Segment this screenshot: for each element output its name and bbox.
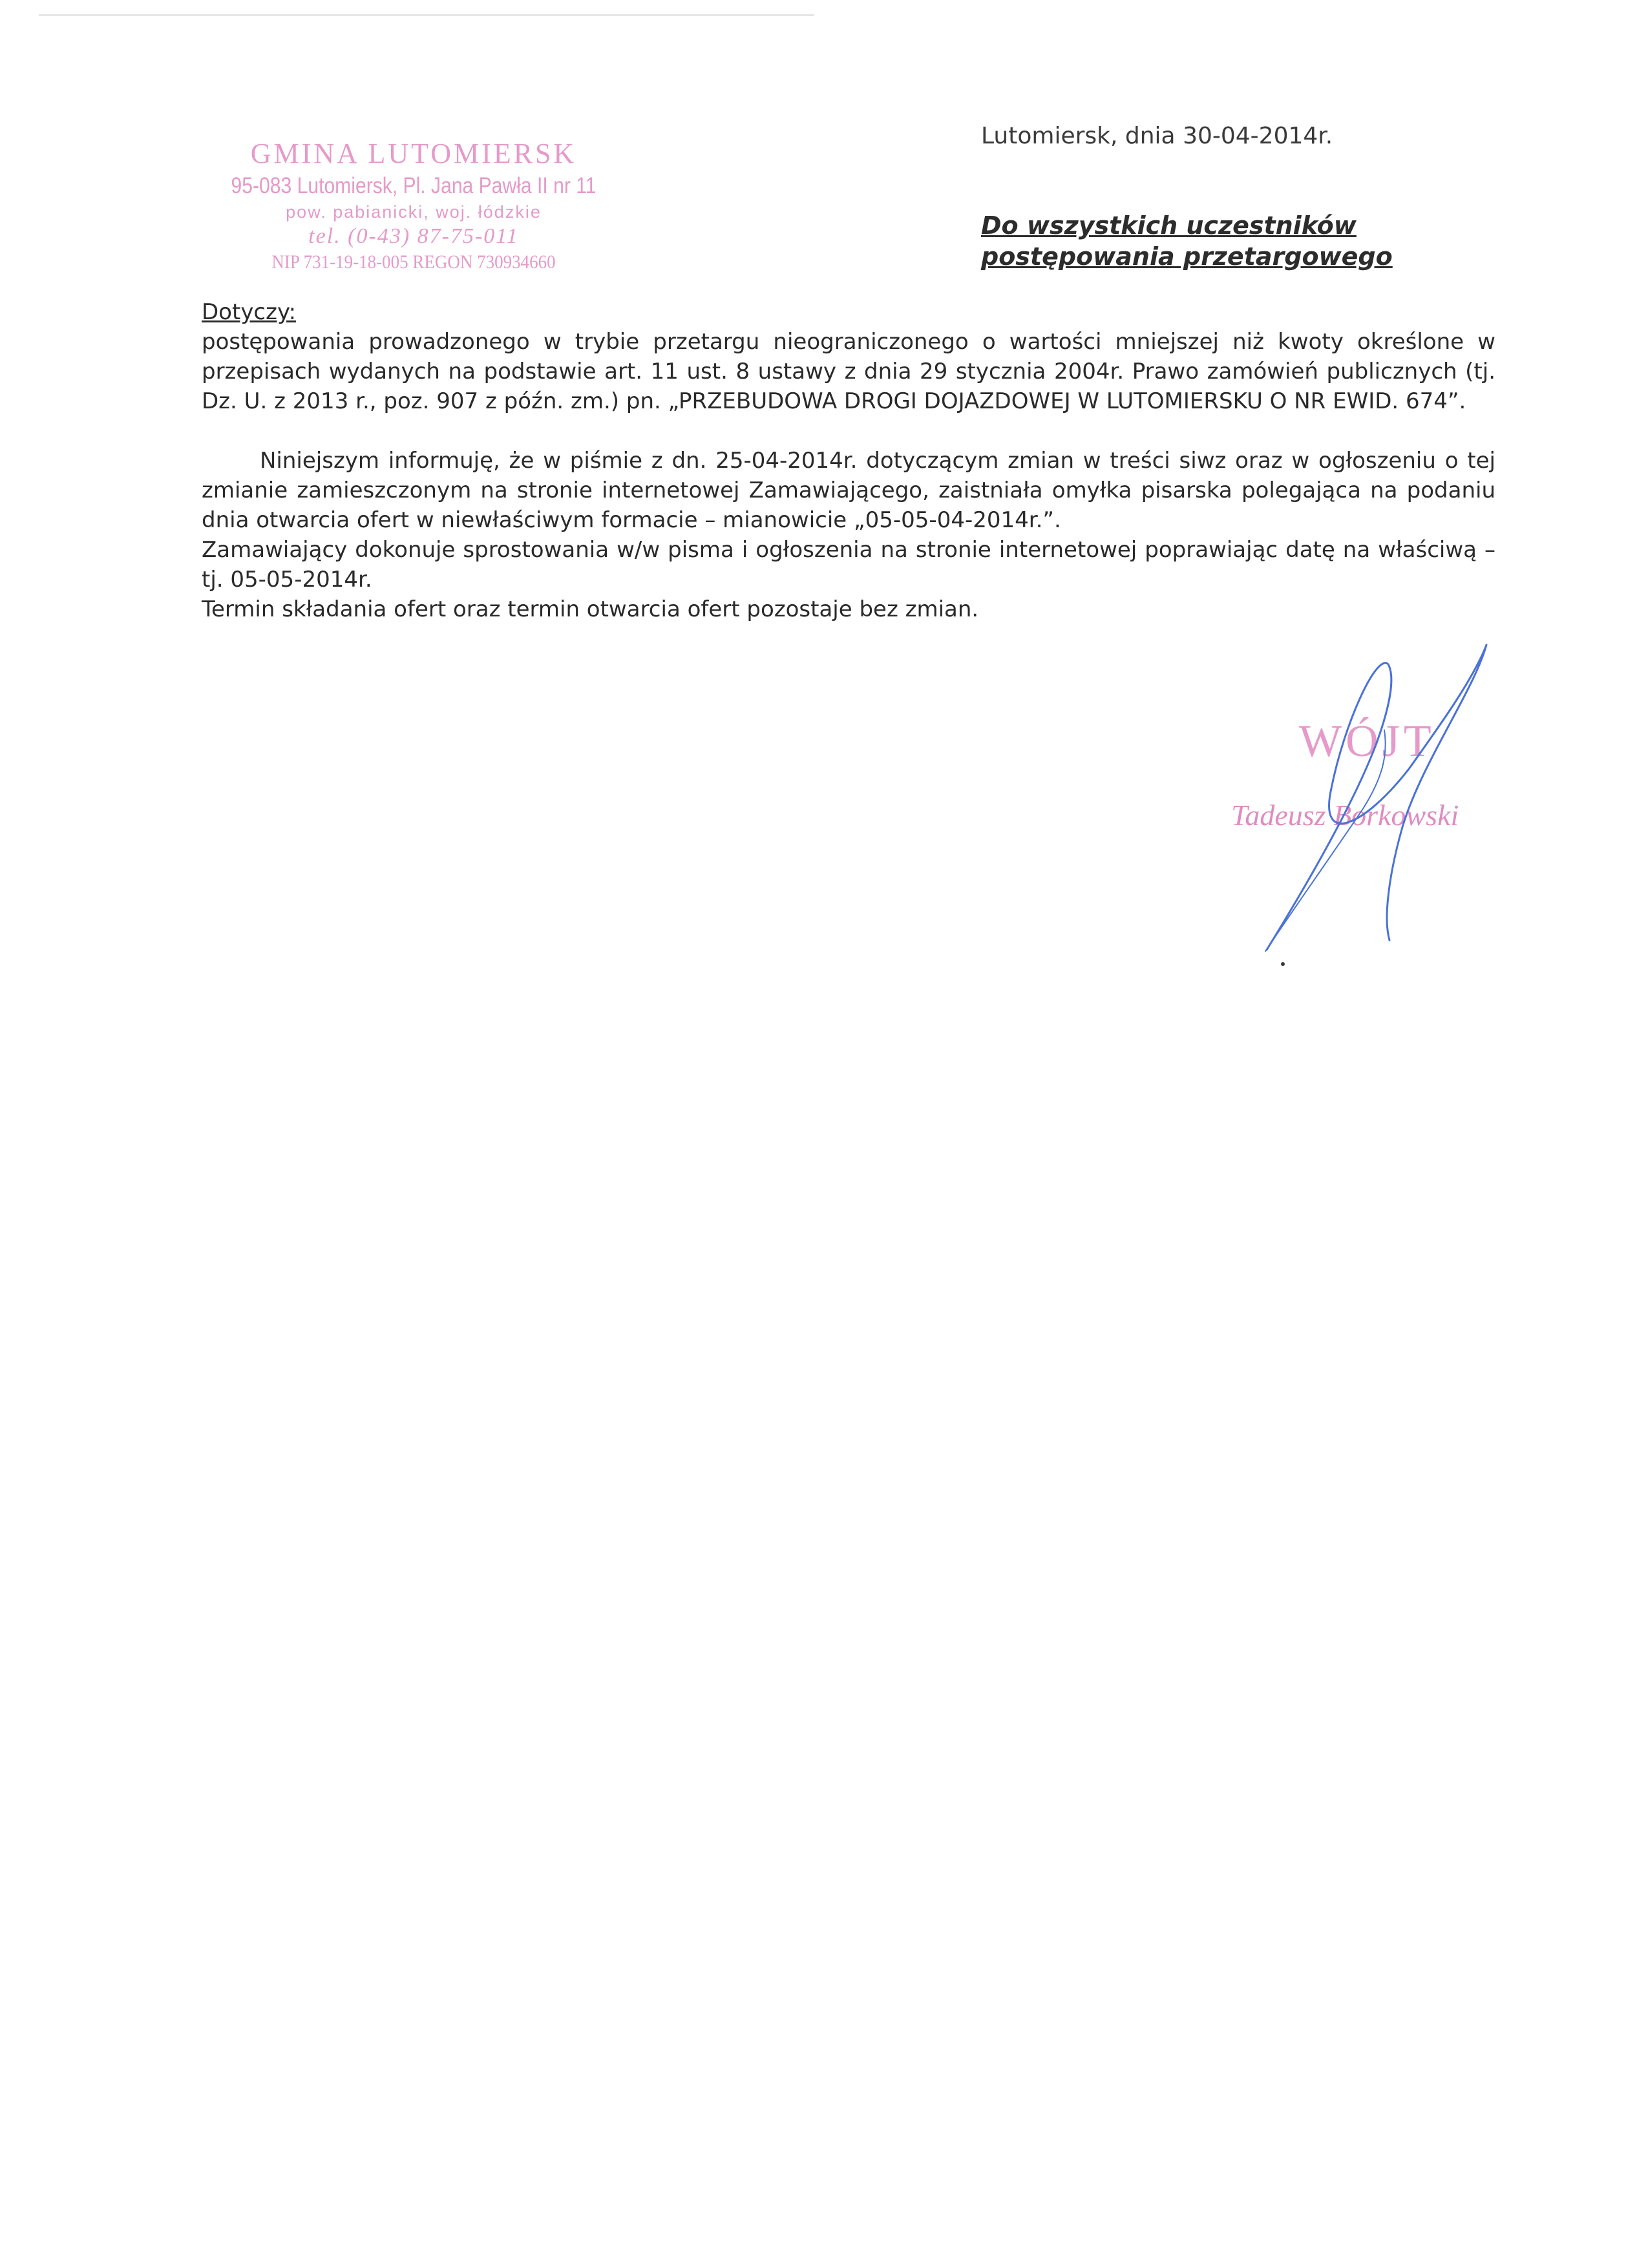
addressee-line-2: postępowania przetargowego [981,242,1393,271]
paragraph-gap [202,416,1495,446]
addressee [981,210,1393,272]
paragraph-2: Zamawiający dokonuje sprostowania w/w pisma i ogłoszenia na stronie internetowej poprawiając datę na właściwą – tj. 05-05-2014r. [202,537,1495,593]
handwritten-signature-icon [1215,633,1577,969]
municipality-stamp [194,136,633,275]
signature-stamp-title: WÓJT [1299,717,1435,766]
paragraph-3: Termin składania ofert oraz termin otwarcia ofert pozostaje bez zmian. [202,596,979,622]
letter-body [202,297,1495,624]
subject-label: Dotyczy: [202,299,297,325]
addressee-line-1: Do wszystkich uczestników [981,211,1357,240]
stamp-line-2: 95-083 Lutomiersk, Pl. Jana Pawła II nr 11 [231,173,597,198]
signature-stroke [1267,645,1486,950]
stamp-line-3: pow. pabianicki, woj. łódzkie [286,202,542,222]
subject-text: postępowania prowadzonego w trybie przetargu nieograniczonego o wartości mniejszej niż kwoty określone w przepisach wydanych na podstawie art. 11 ust. 8 ustawy z dnia 29 stycznia 2004r. Prawo zamówień publicznych (tj. Dz. U. z 2013 r., poz. 907 z późn. zm.) pn. „PRZEBUDOWA DROGI DOJAZDOWEJ W LUTOMIERSKU O NR EWID. 674”. [202,329,1495,414]
place-and-date: Lutomiersk, dnia 30-04-2014r. [981,123,1333,149]
stamp-line-5: NIP 731-19-18-005 REGON 730934660 [271,251,556,273]
signature-stamp-name: Tadeusz Borkowski [1231,799,1459,832]
paragraph-1: Niniejszym informuję, że w piśmie z dn. 25-04-2014r. dotyczącym zmian w treści siwz oraz w ogłoszeniu o tej zmianie zamieszczonym na stronie internetowej Zamawiającego, zaistniała omyłka pisarska polegająca na podaniu dnia otwarcia ofert w niewłaściwym formacie – mianowicie „05-05-04-2014r.”. [202,448,1495,533]
stamp-line-4: tel. (0-43) 87-75-011 [308,224,519,248]
signature-dot [1281,962,1285,966]
scan-edge-line [39,14,814,16]
signature-block [1215,633,1577,969]
stamp-line-1: GMINA LUTOMIERSK [250,138,577,169]
